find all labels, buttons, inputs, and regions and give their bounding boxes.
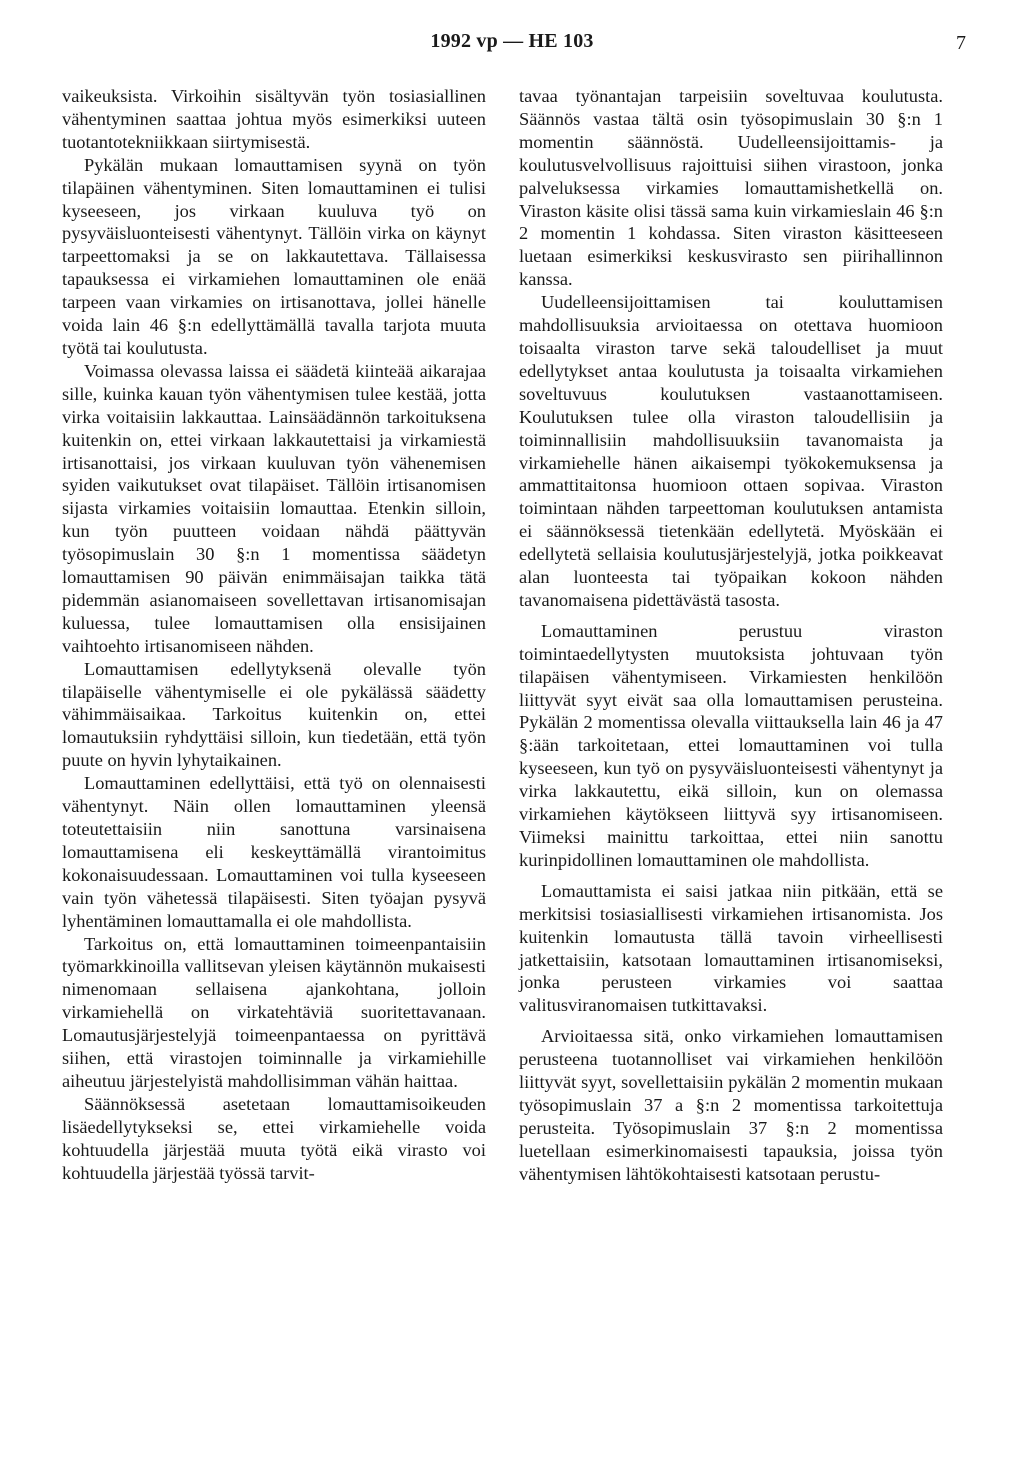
paragraph: Lomauttamisen edellytyksenä olevalle työn tilapäiselle vähentymiselle ei ole pykälässä säädetty vähimmäisaikaa. Tarkoitus kuitenkin on, ettei lomautuksiin ryhdyttäisi silloin, kun tiedetään, että työn puute on hyvin lyhytaikainen. <box>62 658 486 771</box>
paragraph: tavaa työnantajan tarpeisiin soveltuvaa koulutusta. Säännös vastaa tältä osin työsopimuslain 30 §:n 1 momentin säännöstä. Uudelleensijoittamis- ja koulutusvelvollisuus rajoittuisi siihen virastoon, jonka palveluksessa virkamies lomauttamishetkellä on. Viraston käsite olisi tässä sama kuin virkamieslain 46 §:n 2 momentin 1 kohdassa. Siten viraston käsitteeseen luetaan esimerkiksi keskusvirasto sen piirihallinnon kanssa. <box>519 86 943 290</box>
left-column <box>62 85 486 1185</box>
paragraph: Voimassa olevassa laissa ei säädetä kiinteää aikarajaa sille, kuinka kauan työn vähentymisen tulee kestää, jotta virka voitaisiin lakkauttaa. Lainsäädännön tarkoituksena kuitenkin on, ettei virkaan lakkautettaisi ja virkamiestä irtisanottaisi, jos virkaan kuuluvan työn vähenemisen syiden vaikutukset ovat tilapäiset. Tällöin irtisanomisen sijasta virkamies voitaisiin lomauttaa. Etenkin silloin, kun työn puutteen voidaan nähdä päättyvän työsopimuslain 30 §:n 1 momentissa säädetyn lomauttamisen 90 päivän enimmäisajan taikka tätä pidemmän asianomaiseen sovellettavan irtisanomisajan kuluessa, tulee lomauttamisen olla ensisijainen vaihtoehto irtisanomiseen nähden. <box>62 360 486 656</box>
paragraph: Säännöksessä asetetaan lomauttamisoikeuden lisäedellytykseksi se, ettei virkamiehelle voida kohtuudella järjestää muuta työtä eikä virasto voi kohtuudella järjestää työssä tarvit- <box>62 1093 486 1183</box>
running-header: 1992 vp — HE 103 <box>430 30 594 52</box>
paragraph: vaikeuksista. Virkoihin sisältyvän työn tosiasiallinen vähentyminen saattaa johtua myös esimerkiksi uuteen tuotantotekniikkaan siirtymisestä. <box>62 86 486 152</box>
paragraph: Lomauttamista ei saisi jatkaa niin pitkään, että se merkitsisi tosiasiallisesti virkamiehen irtisanomista. Jos kuitenkin lomautusta tällä tavoin virheellisesti jatkettaisiin, katsotaan lomauttaminen irtisanomiseksi, jonka perusteen virkamies voi saattaa valitusviranomaisen tutkittavaksi. <box>519 880 943 1016</box>
right-column <box>519 85 943 1186</box>
paragraph: Pykälän mukaan lomauttamisen syynä on työn tilapäinen vähentyminen. Siten lomauttaminen ei tulisi kyseeseen, jos virkaan kuuluva työ on pysyväisluonteisesti vähentynyt. Tällöin virka on käynyt tarpeettomaksi ja se on lakkautettava. Tällaisessa tapauksessa ei virkamiehen lomauttaminen ole enää tarpeen vaan virkamies on irtisanottava, jollei hänelle voida lain 46 §:n edellyttämällä tavalla tarjota muuta työtä tai koulutusta. <box>62 154 486 358</box>
paragraph: Arvioitaessa sitä, onko virkamiehen lomauttamisen perusteena tuotannolliset vai virkamiehen henkilöön liittyvät syyt, sovellettaisiin pykälän 2 momentin mukaan työsopimuslain 37 a §:n 2 momentissa tarkoitettuja perusteita. Työsopimuslain 37 §:n 2 momentissa luetellaan esimerkinomaisesti tapauksia, joissa työn vähentymisen lähtökohtaisesti katsotaan perustu- <box>519 1026 943 1184</box>
paragraph: Lomauttaminen edellyttäisi, että työ on olennaisesti vähentynyt. Näin ollen lomauttaminen yleensä toteutettaisiin niin sanottuna varsinaisena lomauttamisena eli keskeyttämällä virantoimitus kokonaisuudessaan. Lomauttaminen voi tulla kyseeseen vain työn vähetessä tilapäisesti. Siten työajan pysyvä lyhentäminen lomauttamalla ei ole mahdollista. <box>62 773 486 931</box>
paragraph: Uudelleensijoittamisen tai kouluttamisen mahdollisuuksia arvioitaessa on otettava huomioon toisaalta viraston tarve sekä taloudelliset ja muut edellytykset antaa koulutusta ja toisaalta virkamiehen soveltuvuus koulutuksen vastaanottamiseen. Koulutuksen tulee olla viraston taloudellisiin ja toiminnallisiin mahdollisuuksiin tavanomaista ja virkamiehelle hänen aikaisempi työkokemuksensa ja ammattitaitonsa huomioon ottaen sopivaa. Viraston toimintaan nähden tarpeettoman koulutuksen antamista ei säännöksessä tietenkään edellytetä. Myöskään ei edellytetä sellaisia koulutusjärjestelyjä, jotka poikkeavat alan luonteesta tai työpaikan kokoon nähden tavanomaisena pidettävästä tasosta. <box>519 292 943 610</box>
page-number: 7 <box>956 32 966 54</box>
paragraph: Lomauttaminen perustuu viraston toimintaedellytysten muutoksista johtuvaan työn tilapäisen vähentymiseen. Virkamiesten henkilöön liittyvät syyt eivät saa olla lomauttamisen perusteina. Pykälän 2 momentissa olevalla viittauksella lain 46 ja 47 §:ään tarkoitetaan, ettei lomauttaminen voi tulla kyseeseen, kun työ on pysyväisluonteisesti vähentynyt ja virka lakkautettu, eikä silloin, kun on olemassa virkamiehen käytökseen liittyvä syy irtisanomiseen. Viimeksi mainittu tarkoittaa, ettei niin sanottu kurinpidollinen lomauttaminen ole mahdollista. <box>519 620 943 870</box>
paragraph: Tarkoitus on, että lomauttaminen toimeenpantaisiin työmarkkinoilla vallitsevan yleisen käytännön mukaisesti nimenomaan sellaisena ajankohtana, jolloin virkamiehellä on virkatehtäviä suoritettavanaan. Lomautusjärjestelyjä toimeenpantaessa on pyrittävä siihen, että virastojen toiminnalle ja virkamiehille aiheutuu järjestelyistä mahdollisimman vähän haittaa. <box>62 933 486 1091</box>
